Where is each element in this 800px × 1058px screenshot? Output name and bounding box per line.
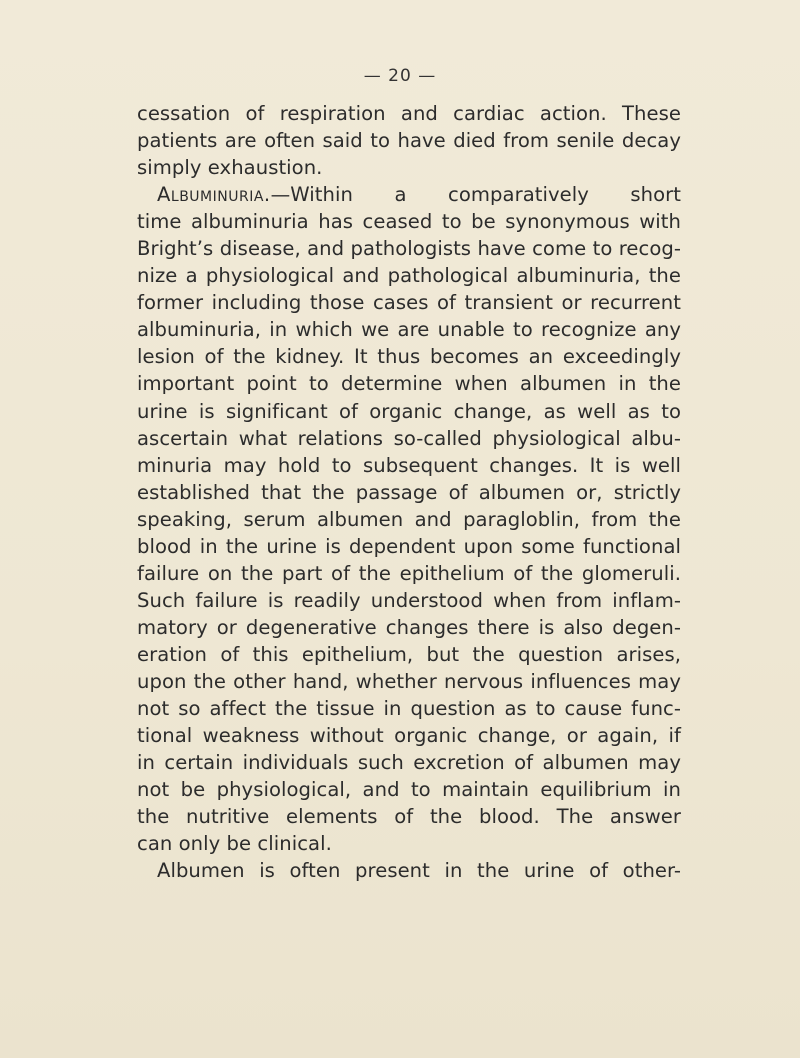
body-text [137,100,681,884]
text-line: patients are often said to have died from senile decay [137,129,681,153]
text-line: upon the other hand, whether nervous influences may [137,669,681,693]
text-line: former including those cases of transient or recurrent [137,291,681,315]
text-line: important point to determine when albumen in the [137,372,681,396]
paragraph [137,100,681,181]
text-line: Bright’s disease, and pathologists have come to recog- [137,237,681,261]
text-line: albuminuria, in which we are unable to recognize any [137,318,681,342]
text-line: failure on the part of the epithelium of the glomeruli. [137,561,681,585]
text-line: cessation of respiration and cardiac action. These [137,102,681,125]
text-line: lesion of the kidney. It thus becomes an exceedingly [137,345,681,369]
text-line: speaking, serum albumen and paragloblin, from the [137,507,681,531]
text-line: eration of this epithelium, but the question arises, [137,642,681,666]
text-line: nize a physiological and pathological albuminuria, the [137,264,681,288]
text-line-rest: —Within a comparatively short [270,183,681,207]
section-heading: Albuminuria. [157,183,271,207]
text-line: urine is significant of organic change, as well as to [137,399,681,423]
text-line: established that the passage of albumen or, strictly [137,480,681,504]
paragraph [137,181,681,857]
text-line: matory or degenerative changes there is also degen- [137,615,681,639]
text-line: Such failure is readily understood when from inflam- [137,588,681,612]
text-line: time albuminuria has ceased to be synonymous with [137,210,681,234]
text-line [137,181,681,208]
text-line: blood in the urine is dependent upon some functional [137,534,681,558]
text-line: ascertain what relations so-called physiological albu- [137,426,681,450]
text-line: tional weakness without organic change, or again, if [137,724,681,748]
text-line: not be physiological, and to maintain equilibrium in [137,778,681,802]
text-line: minuria may hold to subsequent changes. It is well [137,453,681,477]
text-line: Albumen is often present in the urine of other- [157,859,681,883]
text-line: in certain individuals such excretion of albumen may [137,751,681,775]
page-number: — 20 — [363,66,437,86]
paragraph [137,857,681,884]
text-line: the nutritive elements of the blood. The answer [137,805,681,829]
text-line: can only be clinical. [137,832,332,856]
text-line: simply exhaustion. [137,156,323,180]
text-line: not so affect the tissue in question as to cause func- [137,697,681,721]
